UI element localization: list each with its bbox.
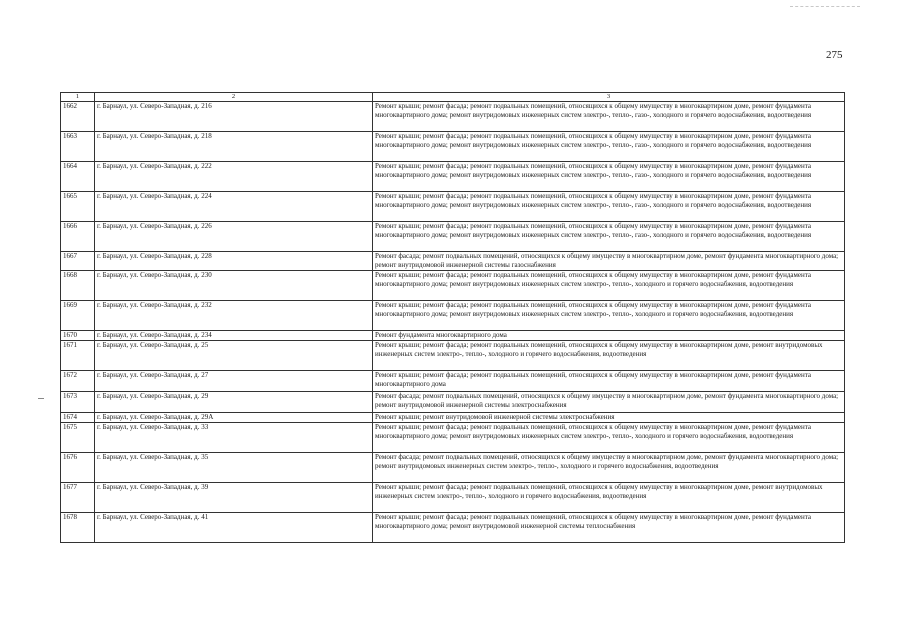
table-row (61, 102, 845, 132)
table-row (61, 483, 845, 513)
works-cell: Ремонт крыши; ремонт фасада; ремонт подвальных помещений, относящихся к общему имуществу в многоквартирном доме, ремонт фундамента многоквартирного дома; ремонт внутридомовых инженерных систем электро-, тепло-, газо-, холодного и горячего водоснабжения, водоотведения (373, 222, 845, 252)
margin-mark (38, 398, 44, 399)
column-header-works: 3 (373, 93, 845, 102)
works-cell: Ремонт крыши; ремонт фасада; ремонт подвальных помещений, относящихся к общему имуществу в многоквартирном доме, ремонт фундамента многоквартирного дома; ремонт внутридомовых инженерных систем электро-, тепло-, холодного и горячего водоснабжения, водоотведения (373, 271, 845, 301)
row-number-cell: 1673 (61, 392, 95, 413)
works-cell: Ремонт фасада; ремонт подвальных помещений, относящихся к общему имуществу в многоквартирном доме, ремонт фундамента многоквартирного дома; ремонт внутридомовой инженерной системы электроснабжения (373, 392, 845, 413)
row-number-cell: 1677 (61, 483, 95, 513)
table-row (61, 222, 845, 252)
column-header-address: 2 (95, 93, 373, 102)
address-cell: г. Барнаул, ул. Северо-Западная, д. 232 (95, 301, 373, 331)
works-cell: Ремонт крыши; ремонт фасада; ремонт подвальных помещений, относящихся к общему имуществу в многоквартирном доме, ремонт фундамента многоквартирного дома; ремонт внутридомовых инженерных систем электро-, тепло-, холодного и горячего водоснабжения, водоотведения (373, 301, 845, 331)
works-cell: Ремонт крыши; ремонт фасада; ремонт подвальных помещений, относящихся к общему имуществу в многоквартирном доме, ремонт фундамента многоквартирного дома; ремонт внутридомовых инженерных систем электро-, тепло-, газо-, холодного и горячего водоснабжения, водоотведения (373, 162, 845, 192)
row-number-cell: 1667 (61, 252, 95, 271)
row-number-cell: 1678 (61, 513, 95, 543)
row-number-cell: 1666 (61, 222, 95, 252)
table-row (61, 453, 845, 483)
address-cell: г. Барнаул, ул. Северо-Западная, д. 39 (95, 483, 373, 513)
row-number-cell: 1672 (61, 371, 95, 392)
address-cell: г. Барнаул, ул. Северо-Западная, д. 41 (95, 513, 373, 543)
scan-corner-mark (790, 6, 860, 8)
works-cell: Ремонт крыши; ремонт внутридомовой инженерной системы электроснабжения (373, 413, 845, 423)
address-cell: г. Барнаул, ул. Северо-Западная, д. 218 (95, 132, 373, 162)
table-row (61, 301, 845, 331)
row-number-cell: 1674 (61, 413, 95, 423)
table-row (61, 252, 845, 271)
table-row (61, 192, 845, 222)
table-row (61, 392, 845, 413)
column-header-number: 1 (61, 93, 95, 102)
works-cell: Ремонт крыши; ремонт фасада; ремонт подвальных помещений, относящихся к общему имуществу в многоквартирном доме, ремонт фундамента многоквартирного дома; ремонт внутридомовой инженерной системы теплоснабжения (373, 513, 845, 543)
works-cell: Ремонт фундамента многоквартирного дома (373, 331, 845, 341)
row-number-cell: 1662 (61, 102, 95, 132)
row-number-cell: 1675 (61, 423, 95, 453)
address-cell: г. Барнаул, ул. Северо-Западная, д. 35 (95, 453, 373, 483)
repair-works-table (60, 92, 845, 543)
address-cell: г. Барнаул, ул. Северо-Западная, д. 222 (95, 162, 373, 192)
row-number-cell: 1669 (61, 301, 95, 331)
works-cell: Ремонт фасада; ремонт подвальных помещений, относящихся к общему имуществу в многоквартирном доме, ремонт фундамента многоквартирного дома; ремонт внутридомовой инженерной системы газоснабжения (373, 252, 845, 271)
works-cell: Ремонт крыши; ремонт фасада; ремонт подвальных помещений, относящихся к общему имуществу в многоквартирном доме, ремонт внутридомовых инженерных систем электро-, тепло-, холодного и горячего водоснабжения, водоотведения (373, 341, 845, 371)
table-row (61, 423, 845, 453)
row-number-cell: 1676 (61, 453, 95, 483)
table-row (61, 413, 845, 423)
address-cell: г. Барнаул, ул. Северо-Западная, д. 224 (95, 192, 373, 222)
address-cell: г. Барнаул, ул. Северо-Западная, д. 226 (95, 222, 373, 252)
row-number-cell: 1671 (61, 341, 95, 371)
works-cell: Ремонт фасада; ремонт подвальных помещений, относящихся к общему имуществу в многоквартирном доме, ремонт фундамента многоквартирного дома; ремонт внутридомовых инженерных систем электро-, тепло-, холодного и горячего водоснабжения, водоотведения (373, 453, 845, 483)
address-cell: г. Барнаул, ул. Северо-Западная, д. 27 (95, 371, 373, 392)
address-cell: г. Барнаул, ул. Северо-Западная, д. 33 (95, 423, 373, 453)
works-cell: Ремонт крыши; ремонт фасада; ремонт подвальных помещений, относящихся к общему имуществу в многоквартирном доме, ремонт фундамента многоквартирного дома; ремонт внутридомовых инженерных систем электро-, тепло-, газо-, холодного и горячего водоснабжения, водоотведения (373, 102, 845, 132)
address-cell: г. Барнаул, ул. Северо-Западная, д. 29А (95, 413, 373, 423)
works-cell: Ремонт крыши; ремонт фасада; ремонт подвальных помещений, относящихся к общему имуществу в многоквартирном доме, ремонт фундамента многоквартирного дома; ремонт внутридомовых инженерных систем электро-, тепло-, холодного и горячего водоснабжения, водоотведения (373, 423, 845, 453)
table-header-row (61, 93, 845, 102)
table-row (61, 371, 845, 392)
address-cell: г. Барнаул, ул. Северо-Западная, д. 25 (95, 341, 373, 371)
page-number: 275 (826, 49, 843, 61)
address-cell: г. Барнаул, ул. Северо-Западная, д. 228 (95, 252, 373, 271)
table-row (61, 341, 845, 371)
row-number-cell: 1665 (61, 192, 95, 222)
table-row (61, 271, 845, 301)
address-cell: г. Барнаул, ул. Северо-Западная, д. 234 (95, 331, 373, 341)
address-cell: г. Барнаул, ул. Северо-Западная, д. 29 (95, 392, 373, 413)
row-number-cell: 1663 (61, 132, 95, 162)
table-row (61, 331, 845, 341)
address-cell: г. Барнаул, ул. Северо-Западная, д. 216 (95, 102, 373, 132)
table-row (61, 513, 845, 543)
works-cell: Ремонт крыши; ремонт фасада; ремонт подвальных помещений, относящихся к общему имуществу в многоквартирном доме, ремонт фундамента многоквартирного дома; ремонт внутридомовых инженерных систем электро-, тепло-, газо-, холодного и горячего водоснабжения, водоотведения (373, 192, 845, 222)
address-cell: г. Барнаул, ул. Северо-Западная, д. 230 (95, 271, 373, 301)
row-number-cell: 1668 (61, 271, 95, 301)
table-row (61, 162, 845, 192)
works-cell: Ремонт крыши; ремонт фасада; ремонт подвальных помещений, относящихся к общему имуществу в многоквартирном доме, ремонт фундамента многоквартирного дома (373, 371, 845, 392)
works-cell: Ремонт крыши; ремонт фасада; ремонт подвальных помещений, относящихся к общему имуществу в многоквартирном доме, ремонт фундамента многоквартирного дома; ремонт внутридомовых инженерных систем электро-, тепло-, газо-, холодного и горячего водоснабжения, водоотведения (373, 132, 845, 162)
row-number-cell: 1664 (61, 162, 95, 192)
works-cell: Ремонт крыши; ремонт фасада; ремонт подвальных помещений, относящихся к общему имуществу в многоквартирном доме, ремонт внутридомовых инженерных систем электро-, тепло-, холодного и горячего водоснабжения, водоотведения (373, 483, 845, 513)
row-number-cell: 1670 (61, 331, 95, 341)
table-row (61, 132, 845, 162)
